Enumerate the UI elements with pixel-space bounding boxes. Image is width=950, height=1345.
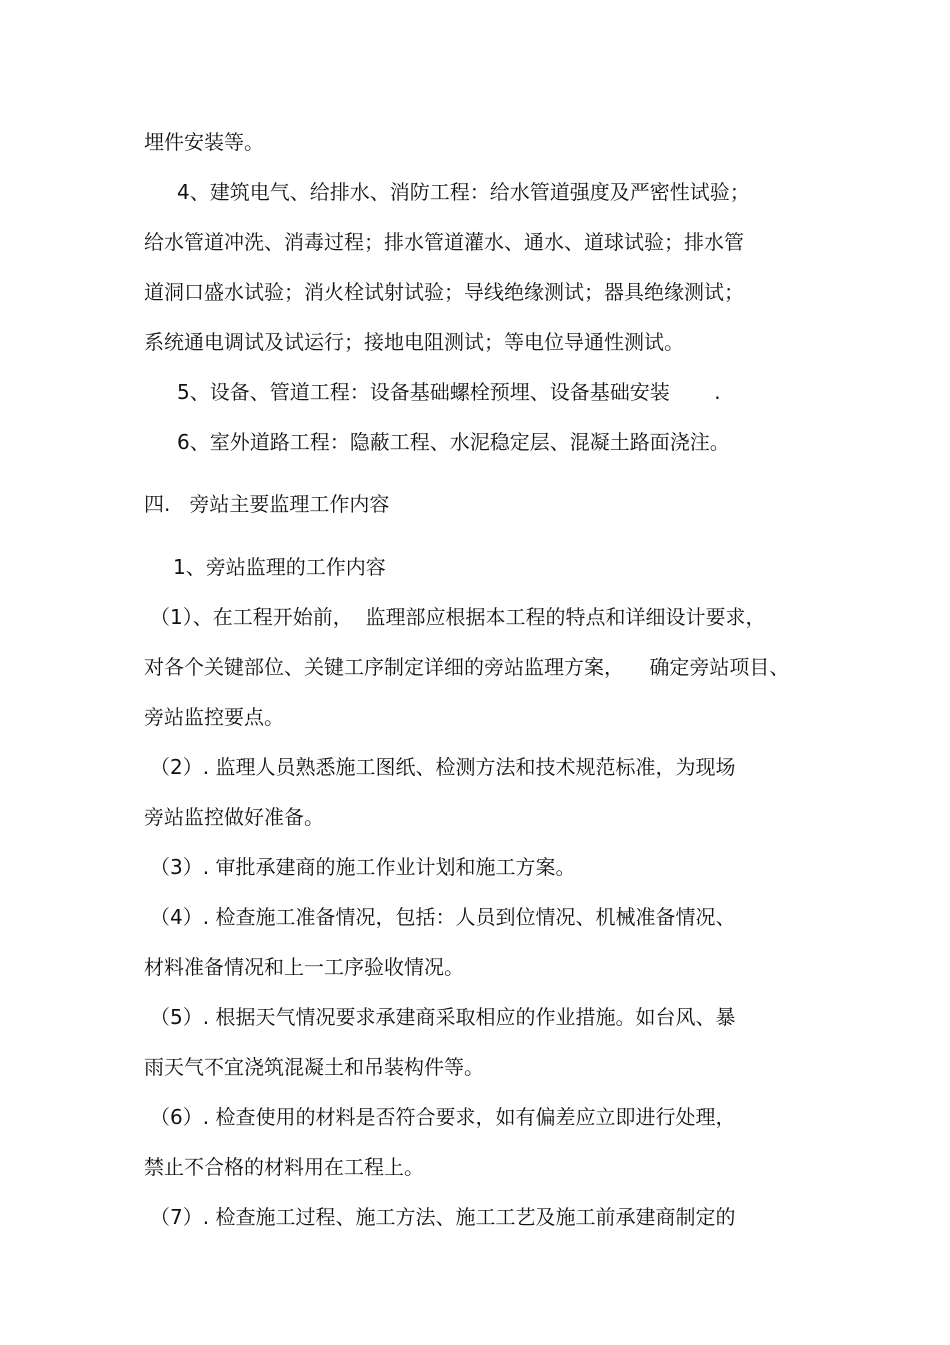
text-line: 旁站监控做好准备。 [144,805,324,829]
text-line: 4、建筑电气、给排水、消防工程：给水管道强度及严密性试验； [177,180,750,204]
text-line: 道洞口盛水试验；消火栓试射试验；导线绝缘测试；器具绝缘测试； [144,280,744,304]
text-line: （5）. 根据天气情况要求承建商采取相应的作业措施。如台风、暴 [150,1005,736,1029]
text-line: 对各个关键部位、关键工序制定详细的旁站监理方案， 确定旁站项目、 [144,655,790,679]
text-line: 材料准备情况和上一工序验收情况。 [144,955,464,979]
text-line: 旁站监控要点。 [144,705,284,729]
text-line: 雨天气不宜浇筑混凝土和吊装构件等。 [144,1055,484,1079]
text-line: 5、设备、管道工程：设备基础螺栓预埋、设备基础安装 . [177,380,721,404]
subsection-heading: 1、旁站监理的工作内容 [173,555,386,579]
text-line: （1）、在工程开始前， 监理部应根据本工程的特点和详细设计要求， [150,605,766,629]
text-line: 禁止不合格的材料用在工程上。 [144,1155,424,1179]
text-line: （6）. 检查使用的材料是否符合要求，如有偏差应立即进行处理， [150,1105,736,1129]
text-line: 系统通电调试及试运行；接地电阻测试；等电位导通性测试。 [144,330,684,354]
text-line: （7）. 检查施工过程、施工方法、施工工艺及施工前承建商制定的 [150,1205,736,1229]
text-line: （3）. 审批承建商的施工作业计划和施工方案。 [150,855,576,879]
text-line: （4）. 检查施工准备情况，包括：人员到位情况、机械准备情况、 [150,905,736,929]
text-line: 给水管道冲洗、消毒过程；排水管道灌水、通水、道球试验；排水管 [144,230,744,254]
section-heading: 四. 旁站主要监理工作内容 [144,492,390,516]
text-line: （2）. 监理人员熟悉施工图纸、检测方法和技术规范标准，为现场 [150,755,736,779]
text-line: 埋件安装等。 [144,130,264,154]
text-line: 6、室外道路工程：隐蔽工程、水泥稳定层、混凝土路面浇注。 [177,430,730,454]
